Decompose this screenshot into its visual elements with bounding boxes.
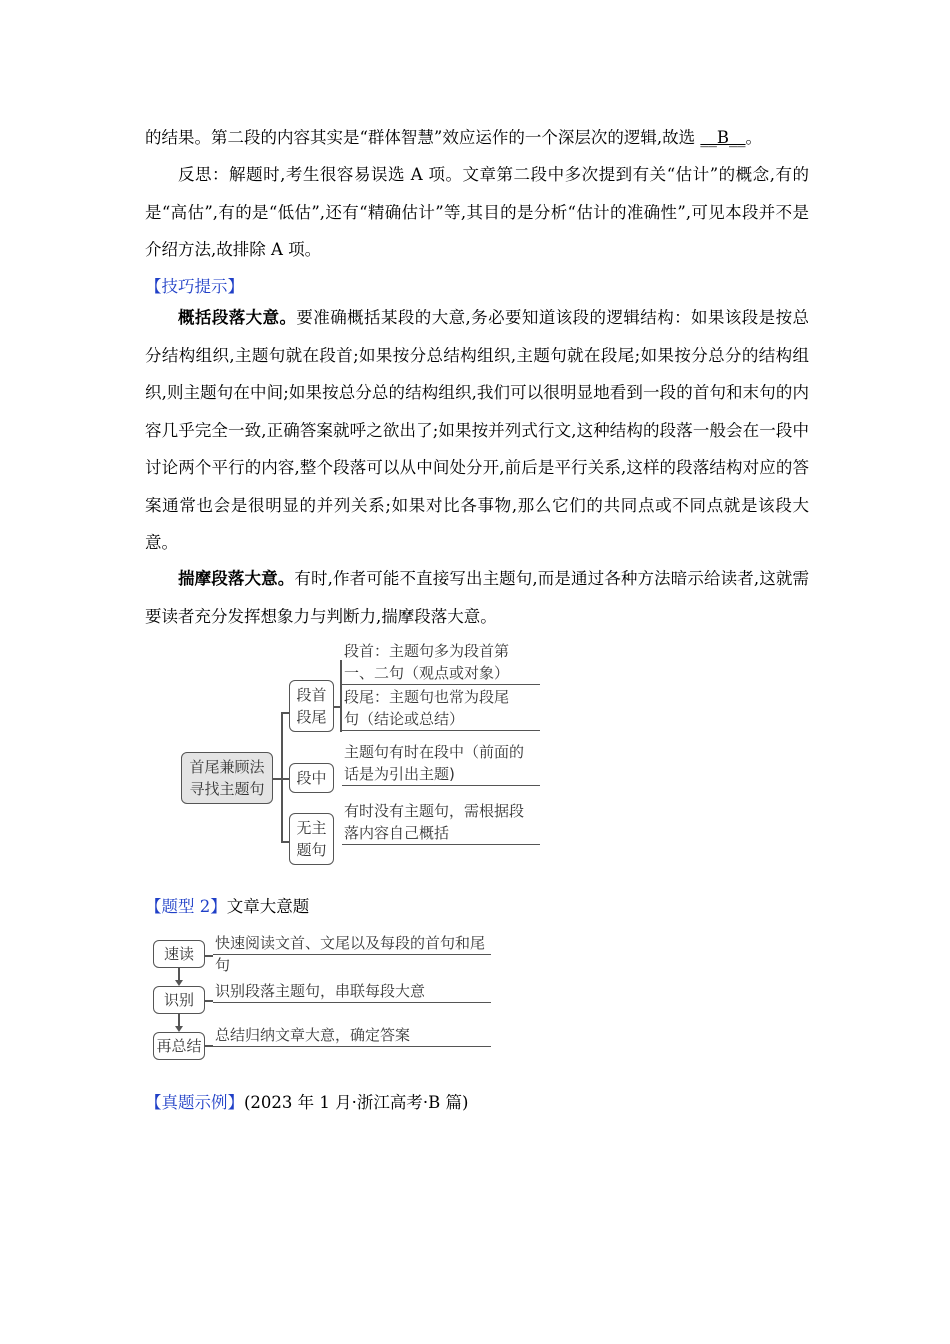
example-heading: [145, 1084, 809, 1122]
flow-desc-skim: 快速阅读文首、文尾以及每段的首句和尾句: [213, 932, 491, 955]
paragraph-infer: [145, 560, 809, 635]
leaf-none: [342, 800, 540, 845]
connector: [281, 712, 289, 714]
leaf-tail-line2: 句（结论或总结）: [344, 710, 465, 728]
leaf-head-line1: 段首：主题句多为段首第: [344, 642, 510, 660]
root-line1: 首尾兼顾法: [189, 758, 265, 776]
leaf-middle: [342, 741, 540, 786]
connector: [281, 712, 283, 842]
flow-desc-summarize: 总结归纳文章大意，确定答案: [213, 1024, 491, 1047]
leaf-none-line2: 落内容自己概括: [344, 824, 450, 842]
summarize-text: 要准确概括某段的大意,务必要知道该段的逻辑结构：如果该段是按总分结构组织,主题句就在段首;如果按分总结构组织,主题句就在段尾;如果按分总分的结构组织,则主题句在中间;如果按总分总的结构组织,我们可以很明显地看到一段的首句和末句的内容几乎完全一致,正确答案就呼之欲出了;如果按并列式行文,这种结构的段落一般会在一段中讨论两个平行的内容,整个段落可以从中间处分开,前后是平行关系,这样的段落结构对应的答案通常也会是很明显的并列关系;如果对比各事物,那么它们的共同点或不同点就是该段大意。: [145, 308, 810, 552]
branch3-line1: 无主: [296, 819, 327, 837]
root-line2: 寻找主题句: [189, 780, 265, 798]
example-label: 【真题示例】: [145, 1093, 244, 1112]
leaf-head: [342, 640, 540, 685]
summarize-heading: 概括段落大意。: [178, 308, 297, 327]
branch1-line2: 段尾: [296, 708, 327, 726]
example-source: (2023 年 1 月·浙江高考·B 篇): [244, 1093, 469, 1112]
step2-label: 识别: [163, 991, 194, 1009]
branch1-line1: 段首: [296, 686, 327, 704]
step1-label: 速读: [163, 945, 194, 963]
leaf-tail: [342, 686, 540, 731]
connector: [281, 841, 289, 843]
paragraph-conclusion: [145, 119, 809, 157]
conclusion-end: 。: [745, 128, 763, 147]
connector: [273, 778, 281, 780]
branch2-label: 段中: [296, 769, 327, 787]
type2-label: 【题型 2】: [145, 897, 227, 916]
branch-none: [289, 813, 334, 865]
leaf-middle-line2: 话是为引出主题): [344, 765, 455, 783]
leaf-none-line1: 有时没有主题句，需根据段: [344, 802, 525, 820]
paragraph-summarize: [145, 299, 809, 562]
infer-heading: 揣摩段落大意。: [178, 569, 295, 588]
branch-head-tail: [289, 680, 334, 732]
flow-desc-identify: 识别段落主题句，串联每段大意: [213, 980, 491, 1003]
infer-text: 有时,作者可能不直接写出主题句,而是通过各种方法暗示给读者,这就需要读者充分发挥想象力与判断力,揣摩段落大意。: [145, 569, 809, 626]
step3-label: 再总结: [156, 1037, 202, 1055]
leaf-middle-line1: 主题句有时在段中（前面的: [344, 743, 525, 761]
tip-heading: 【技巧提示】: [145, 277, 244, 296]
branch3-line2: 题句: [296, 841, 327, 859]
flow-step-summarize: [153, 1032, 205, 1060]
connector: [205, 1045, 213, 1047]
connector: [205, 955, 213, 957]
flow-step-identify: [153, 986, 205, 1014]
connector: [334, 706, 340, 708]
type2-heading: [145, 888, 809, 926]
leaf-head-line2: 一、二句（观点或对象）: [344, 664, 510, 682]
flow-step-skim: [153, 940, 205, 968]
connector: [281, 778, 289, 780]
conclusion-text: 的结果。第二段的内容其实是“群体智慧”效应运作的一个深层次的逻辑,故选: [145, 128, 701, 147]
type2-title: 文章大意题: [226, 897, 310, 916]
answer-blank: __B__: [700, 128, 746, 147]
leaf-tail-line1: 段尾：主题句也常为段尾: [344, 688, 510, 706]
connector: [205, 1000, 213, 1002]
mindmap-root: [181, 752, 273, 804]
paragraph-reflection: 反思：解题时,考生很容易误选 A 项。文章第二段中多次提到有关“估计”的概念,有的是“高估”,有的是“低估”,还有“精确估计”等,其目的是分析“估计的准确性”,可见本段并不是介绍方法,故排除 A 项。: [145, 165, 809, 259]
branch-middle: [289, 763, 334, 793]
